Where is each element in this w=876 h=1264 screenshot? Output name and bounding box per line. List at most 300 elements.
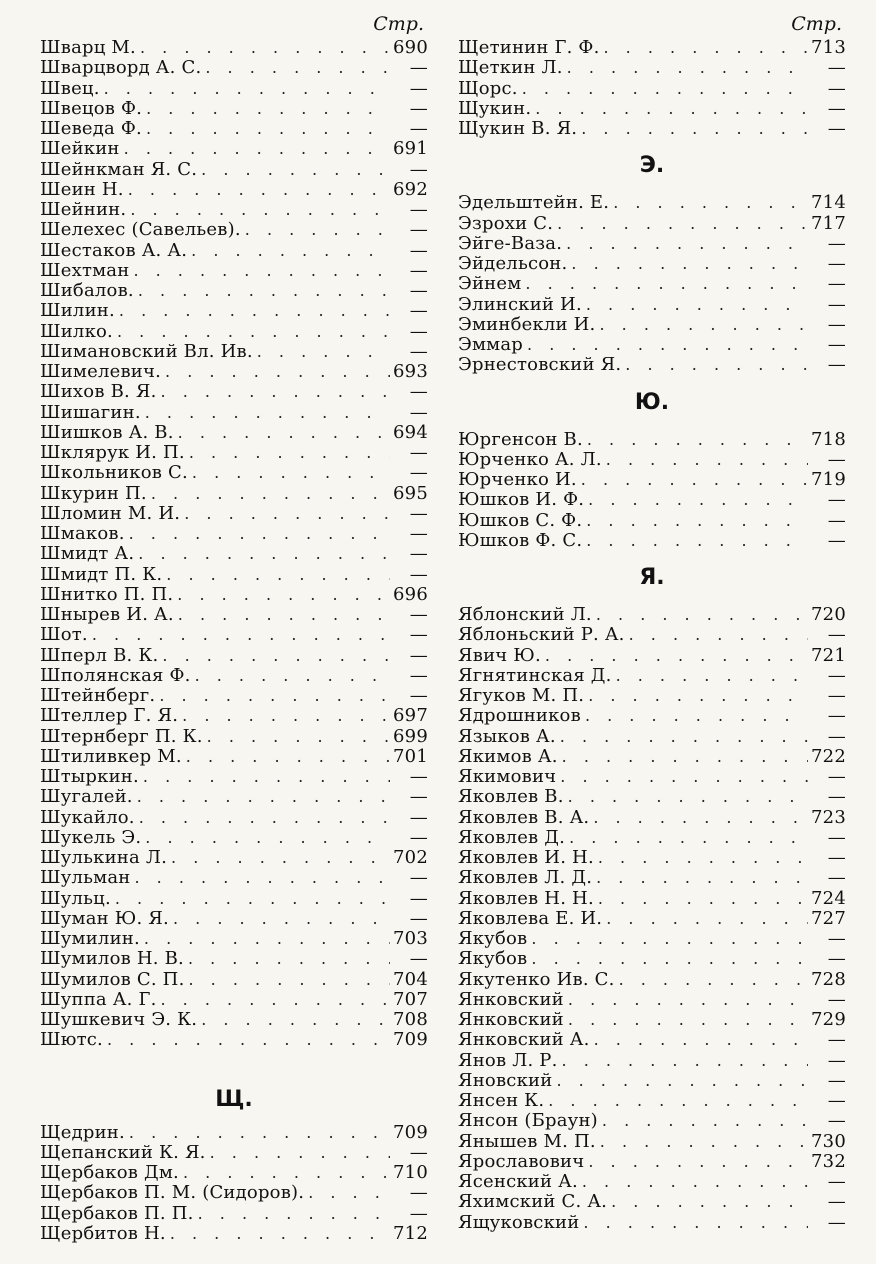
index-entry [40, 301, 428, 321]
entry-page: 728 [811, 969, 846, 990]
index-entry [40, 605, 428, 625]
index-entry [458, 1051, 846, 1071]
entry-page: — [409, 321, 428, 342]
entry-name: Яковлев И. Н. [458, 848, 594, 868]
entry-page: 694 [393, 422, 428, 443]
dot-leader [588, 686, 808, 706]
index-entry [40, 463, 428, 483]
dot-leader [308, 1183, 390, 1203]
entry-name: Щепанский К. Я. [40, 1142, 206, 1163]
entry-name: Шютс. [40, 1030, 103, 1051]
entry-name: Шушкевич Э. К. [40, 1010, 198, 1030]
entry-page: — [827, 989, 846, 1010]
index-entry [458, 747, 846, 767]
index-entry [458, 430, 846, 450]
entry-page: — [409, 544, 428, 565]
entry-page: 713 [811, 38, 846, 58]
entry-name: Шуппа А. Г. [40, 989, 157, 1010]
entry-page: — [827, 1050, 846, 1071]
entry-name: Шишков А. В. [40, 422, 174, 443]
index-entry [458, 274, 846, 294]
dot-leader [611, 1192, 808, 1212]
entry-name: Шклярук И. П. [40, 443, 185, 463]
dot-leader [183, 1163, 390, 1183]
dot-leader [92, 625, 390, 645]
entry-page: 708 [393, 1010, 428, 1030]
entry-name: Ящуковский [458, 1212, 580, 1233]
entry-name: Швец. [40, 78, 100, 99]
dot-leader [557, 214, 808, 234]
dot-leader [616, 666, 808, 686]
index-entry [40, 787, 428, 807]
entry-name: Шейкин [40, 139, 120, 160]
entry-page: — [409, 281, 428, 301]
index-entry [458, 1071, 846, 1091]
entry-page: — [409, 888, 428, 909]
entry-page: — [409, 220, 428, 241]
entry-name: Янов Л. Р. [458, 1050, 558, 1071]
dot-leader [182, 706, 390, 726]
dot-leader [629, 625, 808, 645]
entry-page: — [409, 58, 428, 79]
entry-name: Янковский [458, 1010, 564, 1030]
index-entry [40, 666, 428, 686]
entry-name: Шехтман [40, 260, 130, 281]
entry-name: Шулькина Л. [40, 848, 168, 868]
entry-page: 721 [811, 645, 846, 666]
entry-name: Юргенсон В. [458, 429, 583, 450]
index-entry [458, 889, 846, 909]
dot-leader [594, 1030, 808, 1050]
dot-leader [192, 463, 390, 483]
index-entry [458, 686, 846, 706]
entry-name: Яблонский Л. [458, 605, 592, 625]
dot-leader [135, 868, 391, 888]
dot-leader [566, 234, 808, 254]
index-entry [40, 382, 428, 402]
entry-page: — [827, 119, 846, 139]
entry-name: Шот. [40, 625, 88, 646]
index-entry [40, 585, 428, 605]
entry-page: 697 [393, 706, 428, 727]
dot-leader [582, 1172, 808, 1192]
entry-page: — [409, 301, 428, 322]
entry-page: — [827, 1172, 846, 1192]
index-entry [458, 909, 846, 929]
entry-name: Эммар [458, 335, 524, 355]
dot-leader [186, 747, 390, 767]
index-entry [458, 929, 846, 949]
entry-page: — [827, 706, 846, 727]
right-column [458, 10, 846, 1233]
entry-page: 724 [811, 888, 846, 909]
entry-name: Янышев М. П. [458, 1131, 596, 1152]
index-entry [458, 119, 846, 139]
entry-name: Щукин. [458, 98, 532, 119]
index-entry [40, 180, 428, 200]
index-entry [40, 1143, 428, 1163]
dot-leader [205, 58, 390, 78]
entry-page: — [827, 686, 846, 706]
index-entry [40, 1123, 428, 1143]
index-entry [458, 511, 846, 531]
entry-page: — [409, 1142, 428, 1163]
dot-leader [619, 970, 808, 990]
index-entry [458, 79, 846, 99]
index-entry [40, 484, 428, 504]
index-entry [458, 605, 846, 625]
entry-page: — [827, 58, 846, 79]
index-entry [40, 160, 428, 180]
entry-name: Юрченко А. Л. [458, 449, 602, 470]
entry-name: Шульц. [40, 888, 111, 909]
entry-name: Шварц М. [40, 38, 136, 58]
index-entry [458, 1111, 846, 1131]
entry-name: Шварцворд А. С. [40, 58, 202, 79]
index-entry [40, 403, 428, 423]
index-list [458, 193, 846, 375]
dot-leader [138, 544, 390, 564]
index-entry [40, 322, 428, 342]
index-entry [458, 808, 846, 828]
index-entry [458, 214, 846, 234]
index-entry [458, 38, 846, 58]
entry-name: Эйдельсон. [458, 254, 568, 274]
dot-leader [586, 295, 808, 315]
dot-leader [201, 1010, 390, 1030]
index-entry [40, 38, 428, 58]
entry-page: — [827, 449, 846, 470]
dot-leader [531, 929, 808, 949]
entry-page: — [409, 382, 428, 403]
dot-leader [600, 1132, 808, 1152]
dot-leader [587, 430, 808, 450]
entry-name: Швецов Ф. [40, 98, 143, 119]
index-entry [458, 295, 846, 315]
dot-leader [245, 220, 390, 240]
index-entry [458, 970, 846, 990]
dot-leader [527, 335, 808, 355]
dot-leader [161, 990, 391, 1010]
entry-page: — [409, 200, 428, 220]
entry-name: Шеин Н. [40, 179, 124, 200]
entry-page: 691 [393, 139, 428, 160]
entry-page: 719 [811, 470, 846, 490]
dot-leader [129, 524, 390, 544]
index-entry [40, 990, 428, 1010]
entry-name: Штейнберг. [40, 686, 156, 706]
entry-page: — [409, 605, 428, 625]
entry-name: Яблоньский Р. А. [458, 625, 625, 646]
entry-page: 714 [811, 193, 846, 214]
entry-page: — [409, 78, 428, 99]
entry-name: Щорс. [458, 78, 518, 99]
dot-leader [162, 646, 390, 666]
page-column-header: Стр. [791, 13, 842, 35]
entry-page: — [409, 443, 428, 463]
entry-page: — [409, 564, 428, 585]
index-entry [40, 1163, 428, 1183]
index-entry [458, 234, 846, 254]
entry-name: Щербаков П. П. [40, 1203, 194, 1224]
dot-leader [165, 362, 390, 382]
entry-page: — [827, 355, 846, 376]
index-entry [40, 706, 428, 726]
index-entry [40, 1204, 428, 1224]
dot-leader [210, 1143, 390, 1163]
entry-name: Эдельштейн. Е. [458, 193, 610, 214]
entry-name: Щедрин. [40, 1122, 125, 1143]
dot-leader [107, 1030, 390, 1050]
dot-leader [560, 727, 808, 747]
entry-name: Шишагин. [40, 402, 141, 423]
dot-leader [145, 828, 390, 848]
entry-page: — [827, 787, 846, 808]
dot-leader [178, 423, 390, 443]
dot-leader [606, 909, 808, 929]
index-entry [40, 200, 428, 220]
entry-page: — [827, 530, 846, 551]
index-entry [40, 686, 428, 706]
index-entry [458, 1010, 846, 1030]
index-entry [40, 727, 428, 747]
entry-name: Явич Ю. [458, 645, 541, 666]
index-entry [458, 1192, 846, 1212]
dot-leader [531, 949, 808, 969]
entry-page: 696 [393, 584, 428, 605]
dot-leader [130, 200, 390, 220]
entry-name: Якубов [458, 949, 528, 970]
entry-page: — [827, 510, 846, 531]
dot-leader [189, 443, 390, 463]
entry-page: — [827, 335, 846, 355]
entry-name: Янковский А. [458, 1030, 590, 1051]
index-entry [40, 949, 428, 969]
index-entry [40, 544, 428, 564]
index-entry [40, 99, 428, 119]
entry-name: Элинский И. [458, 294, 582, 315]
index-entry [40, 828, 428, 848]
dot-leader [598, 889, 808, 909]
dot-leader [257, 342, 390, 362]
index-entry [458, 1152, 846, 1172]
entry-name: Яковлев В. А. [458, 807, 590, 828]
entry-page: — [827, 294, 846, 315]
index-entry [458, 1091, 846, 1111]
dot-leader [177, 585, 390, 605]
dot-leader [115, 889, 390, 909]
entry-name: Шперл В. К. [40, 645, 159, 666]
entry-name: Яковлев Д. [458, 827, 566, 848]
index-list [40, 38, 428, 1051]
entry-page: 704 [393, 969, 428, 990]
dot-leader [198, 1204, 390, 1224]
index-entry [40, 423, 428, 443]
entry-page: — [827, 625, 846, 646]
entry-page: 690 [393, 38, 428, 58]
entry-page: — [409, 868, 428, 889]
dot-leader [140, 38, 390, 58]
entry-name: Юрченко И. [458, 470, 577, 490]
index-entry [40, 1010, 428, 1030]
entry-name: Шихов В. Я. [40, 382, 157, 403]
index-list [458, 38, 846, 139]
entry-page: 717 [811, 213, 846, 234]
dot-leader [568, 787, 808, 807]
dot-leader [588, 490, 808, 510]
dot-leader [613, 193, 808, 213]
entry-name: Яковлев Л. Д. [458, 868, 593, 889]
dot-leader [593, 808, 808, 828]
index-entry [458, 1132, 846, 1152]
entry-page: — [409, 260, 428, 281]
entry-page: 699 [393, 726, 428, 747]
entry-name: Языков А. [458, 726, 556, 747]
index-entry [458, 828, 846, 848]
index-entry [458, 625, 846, 645]
index-entry [458, 990, 846, 1010]
entry-page: 702 [393, 848, 428, 868]
entry-name: Яновский [458, 1070, 553, 1091]
entry-page: 732 [811, 1151, 846, 1172]
index-entry [40, 1183, 428, 1203]
entry-name: Шумилин. [40, 929, 140, 949]
entry-page: — [409, 119, 428, 139]
entry-name: Ядрошников [458, 706, 581, 727]
entry-page: — [827, 1192, 846, 1213]
entry-page: 703 [393, 929, 428, 949]
entry-name: Шмаков. [40, 524, 125, 544]
dot-leader [173, 909, 390, 929]
dot-leader [535, 99, 808, 119]
entry-name: Эрнестовский Я. [458, 355, 622, 376]
index-entry [40, 565, 428, 585]
index-entry [40, 241, 428, 261]
entry-page: — [827, 314, 846, 335]
dot-leader [104, 79, 390, 99]
entry-page: — [409, 645, 428, 666]
entry-name: Шнырев И. А. [40, 605, 174, 625]
index-entry [458, 450, 846, 470]
index-list [40, 1123, 428, 1245]
dot-leader [159, 686, 390, 706]
index-entry [458, 1030, 846, 1050]
dot-leader [586, 511, 808, 531]
dot-leader [604, 38, 809, 58]
index-entry [458, 949, 846, 969]
dot-leader [562, 1051, 808, 1071]
dot-leader [207, 727, 390, 747]
index-entry [40, 504, 428, 524]
entry-page: — [409, 463, 428, 484]
section-letter: Щ. [215, 1086, 253, 1112]
entry-name: Юшков Ф. С. [458, 530, 583, 551]
dot-leader [124, 139, 390, 159]
entry-name: Яковлев Н. Н. [458, 888, 594, 909]
dot-leader [139, 808, 390, 828]
entry-page: — [827, 1212, 846, 1233]
entry-page: — [409, 665, 428, 686]
dot-leader [138, 281, 390, 301]
index-entry [458, 355, 846, 375]
dot-leader [151, 484, 390, 504]
entry-name: Штернберг П. К. [40, 726, 203, 747]
entry-name: Шумилов Н. В. [40, 949, 184, 970]
dot-leader [146, 99, 390, 119]
entry-page: 692 [393, 179, 428, 200]
dot-leader [522, 79, 808, 99]
index-entry [458, 58, 846, 78]
index-entry [40, 1030, 428, 1050]
entry-name: Щербаков Дм. [40, 1163, 179, 1183]
entry-name: Щетинин Г. Ф. [458, 38, 600, 58]
dot-leader [129, 1123, 390, 1143]
dot-leader [599, 315, 808, 335]
dot-leader [583, 1213, 808, 1233]
dot-leader [562, 747, 808, 767]
entry-page: 693 [393, 362, 428, 382]
index-entry [458, 666, 846, 686]
dot-leader [596, 605, 808, 625]
entry-name: Эйнем [458, 274, 522, 295]
dot-leader [144, 929, 390, 949]
entry-page: — [409, 1203, 428, 1224]
entry-name: Шукель Э. [40, 827, 142, 848]
dot-leader [146, 119, 390, 139]
entry-page: — [827, 929, 846, 949]
entry-name: Янсон (Браун) [458, 1111, 598, 1132]
dot-leader [568, 990, 808, 1010]
dot-leader [170, 1224, 390, 1244]
index-entry [458, 335, 846, 355]
index-entry [40, 889, 428, 909]
index-entry [40, 362, 428, 382]
entry-page: — [827, 767, 846, 787]
entry-page: — [409, 949, 428, 970]
dot-leader [571, 254, 808, 274]
entry-name: Эйге-Ваза. [458, 233, 563, 254]
entry-name: Шмидт П. К. [40, 564, 163, 585]
entry-page: — [827, 78, 846, 99]
index-entry [40, 58, 428, 78]
index-entry [458, 99, 846, 119]
entry-name: Штеллер Г. Я. [40, 706, 179, 727]
index-entry [40, 342, 428, 362]
entry-page: 701 [393, 746, 428, 767]
entry-name: Яковлев В. [458, 787, 564, 808]
dot-leader [189, 970, 391, 990]
page-column-header: Стр. [373, 13, 424, 35]
entry-name: Шимановский Вл. Ив. [40, 341, 253, 362]
dot-leader [567, 58, 808, 78]
entry-page: — [409, 402, 428, 423]
entry-name: Янковский [458, 989, 564, 1010]
dot-leader [184, 504, 390, 524]
index-entry [40, 868, 428, 888]
index-entry [40, 1224, 428, 1244]
dot-leader [581, 119, 808, 139]
entry-page: — [827, 1070, 846, 1091]
index-entry [458, 193, 846, 213]
entry-page: — [409, 807, 428, 828]
index-entry [40, 929, 428, 949]
dot-leader [569, 828, 808, 848]
index-entry [40, 220, 428, 240]
entry-name: Шейнин. [40, 200, 127, 220]
index-entry [458, 315, 846, 335]
section-letter: Э. [639, 153, 665, 179]
entry-page: — [409, 686, 428, 706]
